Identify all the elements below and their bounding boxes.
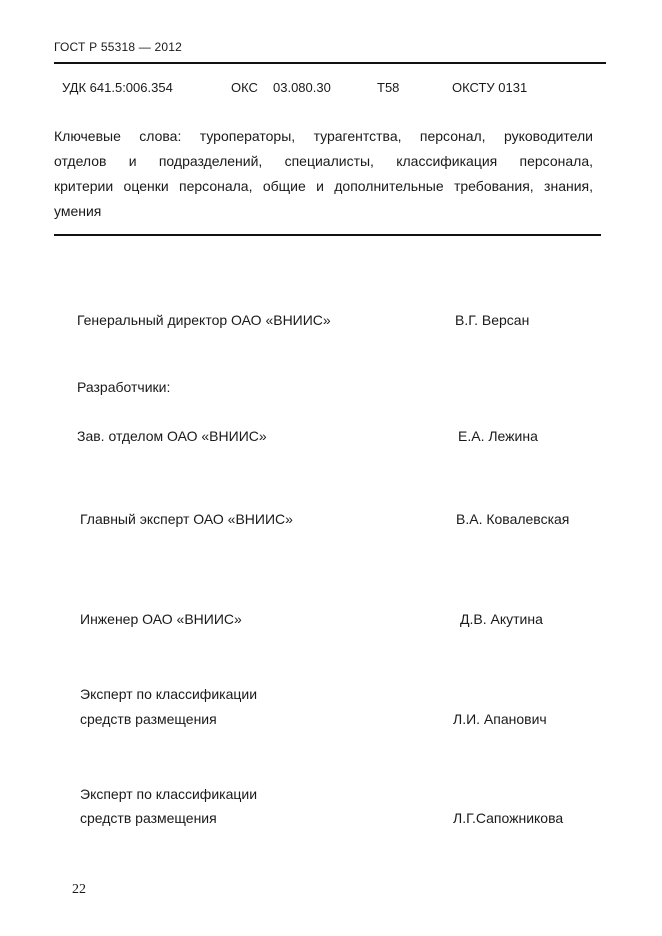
developer-title: Эксперт по классификации [80,786,258,802]
developer-name: Е.А. Лежина [458,428,538,444]
udk-code: УДК 641.5:006.354 [62,80,173,95]
director-title: Генеральный директор ОАО «ВНИИС» [77,312,331,328]
developer-title-line2: средств размещения [80,711,217,727]
director-name: В.Г. Версан [455,312,530,328]
keywords-line: Ключевые слова: туроператоры, турагентства, персонал, руководители [54,128,593,144]
standard-designation: ГОСТ Р 55318 — 2012 [54,40,182,54]
keywords-rule [54,234,601,236]
developer-name: В.А. Ковалевская [456,511,570,527]
developer-title: Зав. отделом ОАО «ВНИИС» [77,428,267,444]
oks-label: ОКС [231,80,258,95]
keywords-line: отделов и подразделений, специалисты, классификация персонала, [54,153,593,169]
developer-title: Эксперт по классификации [80,686,258,702]
t-code: Т58 [377,80,400,95]
page-number: 22 [72,882,86,897]
developer-title: Инженер ОАО «ВНИИС» [80,611,242,627]
keywords-line: критерии оценки персонала, общие и дополнительные требования, знания, [54,178,593,194]
okstu-code: ОКСТУ 0131 [452,80,528,95]
developer-name: Д.В. Акутина [460,611,543,627]
developer-title-line2: средств размещения [80,810,217,826]
developers-heading: Разработчики: [77,379,171,395]
developer-name: Л.И. Апанович [453,711,547,727]
developer-title: Главный эксперт ОАО «ВНИИС» [80,511,293,527]
keywords-line: умения [54,203,102,219]
keywords-block [54,124,593,224]
header-rule [54,62,606,64]
developer-name: Л.Г.Сапожникова [453,810,564,826]
oks-code: 03.080.30 [273,80,331,95]
